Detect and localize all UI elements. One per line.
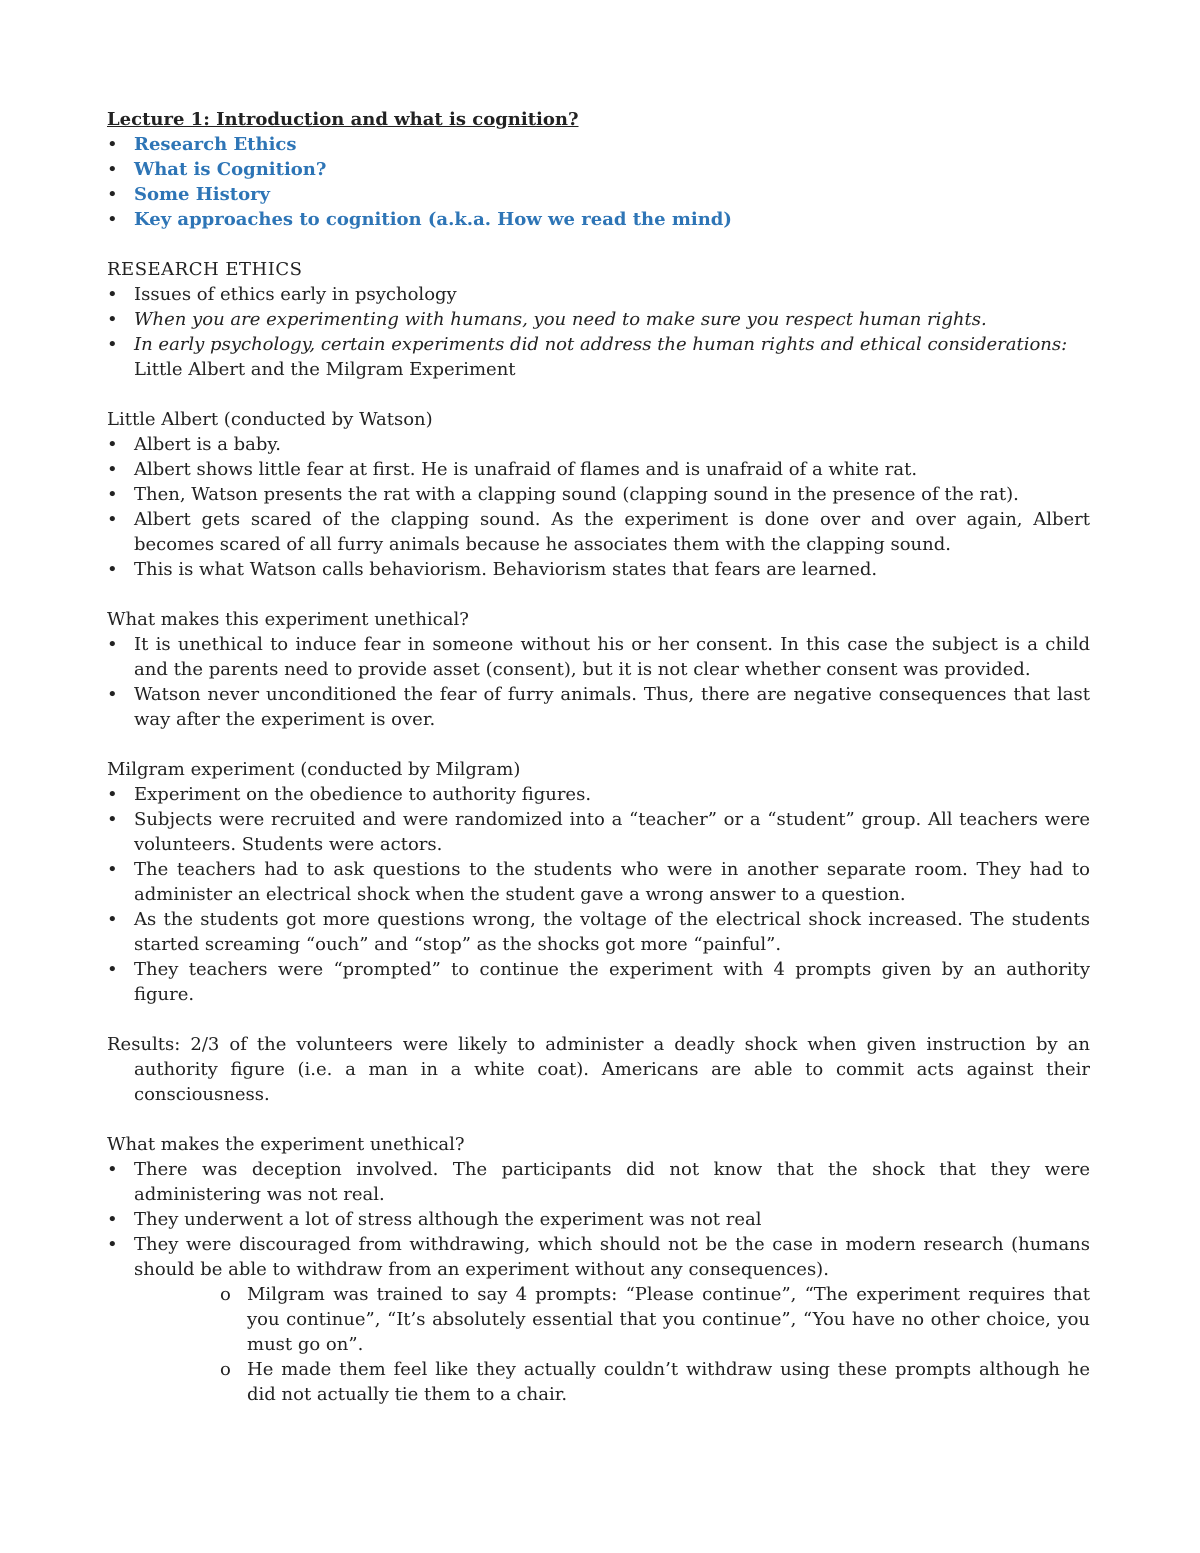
bullet-glyph: •: [107, 1159, 118, 1180]
subheading-milgram-unethical: What makes the experiment unethical?: [107, 1134, 465, 1155]
little-albert-list: [107, 432, 1090, 582]
lecture-title: Lecture 1: Introduction and what is cognition?: [107, 109, 579, 130]
bullet-glyph: •: [107, 784, 118, 805]
document-body: [107, 107, 1090, 1407]
bullet-glyph: •: [107, 509, 118, 530]
milgram-prompts-sublist: [107, 1282, 1090, 1407]
bullet-glyph: •: [107, 334, 118, 355]
list-item: • This is what Watson calls behaviorism. Behaviorism states that fears are learned.: [107, 559, 878, 580]
sub-list-item: o Milgram was trained to say 4 prompts: “Please continue”, “The experiment requires that you continue”, “It’s absolutely essential that you continue”, “You have no other choice, you must go on”.: [220, 1284, 1090, 1355]
subheading-milgram: Milgram experiment (conducted by Milgram): [107, 759, 521, 780]
results-paragraph: Results: 2/3 of the volunteers were likely to administer a deadly shock when given instruction by an authority figure (i.e. a man in a white coat). Americans are able to commit acts against their consciousness.: [107, 1034, 1090, 1105]
list-item: • Subjects were recruited and were randomized into a “teacher” or a “student” group. All teachers were volunteers. Students were actors.: [107, 809, 1090, 855]
bullet-glyph: •: [107, 209, 118, 230]
bullet-glyph: •: [107, 184, 118, 205]
list-item: • Watson never unconditioned the fear of furry animals. Thus, there are negative consequences that last way after the experiment is over.: [107, 684, 1090, 730]
research-ethics-list: [107, 282, 1090, 382]
sub-list-item: o He made them feel like they actually couldn’t withdraw using these prompts although he did not actually tie them to a chair.: [220, 1359, 1090, 1405]
bullet-glyph: •: [107, 284, 118, 305]
list-item: • Albert shows little fear at first. He is unafraid of flames and is unafraid of a white rat.: [107, 459, 918, 480]
subheading-albert-unethical: What makes this experiment unethical?: [107, 609, 469, 630]
bullet-glyph: •: [107, 459, 118, 480]
bullet-glyph: •: [107, 859, 118, 880]
subheading-little-albert: Little Albert (conducted by Watson): [107, 409, 433, 430]
bullet-glyph: •: [107, 434, 118, 455]
bullet-glyph: •: [107, 134, 118, 155]
outline-item: • Key approaches to cognition (a.k.a. How we read the mind): [107, 209, 732, 230]
bullet-glyph: •: [107, 909, 118, 930]
bullet-glyph: •: [107, 959, 118, 980]
bullet-glyph: •: [107, 634, 118, 655]
bullet-glyph: •: [107, 1209, 118, 1230]
bullet-glyph: •: [107, 1234, 118, 1255]
albert-unethical-list: [107, 632, 1090, 732]
bullet-glyph: •: [107, 484, 118, 505]
outline-item: • Some History: [107, 184, 271, 205]
outline-item: • What is Cognition?: [107, 159, 327, 180]
bullet-glyph: •: [107, 559, 118, 580]
list-item: • They underwent a lot of stress although the experiment was not real: [107, 1209, 762, 1230]
list-item: • In early psychology, certain experiments did not address the human rights and ethical considerations: Little Albert and the Milgram Experiment: [107, 334, 1068, 380]
milgram-list: [107, 782, 1090, 1007]
lecture-outline: [107, 132, 1090, 232]
bullet-glyph: •: [107, 309, 118, 330]
list-item: • Albert gets scared of the clapping sound. As the experiment is done over and over again, Albert becomes scared of all furry animals because he associates them with the clapping sound.: [107, 509, 1090, 555]
list-item: • They teachers were “prompted” to continue the experiment with 4 prompts given by an authority figure.: [107, 959, 1090, 1005]
sub-bullet-glyph: o: [220, 1359, 231, 1380]
bullet-glyph: •: [107, 159, 118, 180]
list-item: • It is unethical to induce fear in someone without his or her consent. In this case the subject is a child and the parents need to provide asset (consent), but it is not clear whether consent was provided.: [107, 634, 1090, 680]
section-heading-research-ethics: RESEARCH ETHICS: [107, 259, 303, 280]
list-item: • As the students got more questions wrong, the voltage of the electrical shock increased. The students started screaming “ouch” and “stop” as the shocks got more “painful”.: [107, 909, 1090, 955]
bullet-glyph: •: [107, 809, 118, 830]
list-item: • There was deception involved. The participants did not know that the shock that they were administering was not real.: [107, 1159, 1090, 1205]
sub-bullet-glyph: o: [220, 1284, 231, 1305]
list-item: • Issues of ethics early in psychology: [107, 284, 457, 305]
list-item: • They were discouraged from withdrawing, which should not be the case in modern research (humans should be able to withdraw from an experiment without any consequences).: [107, 1234, 1090, 1280]
list-item: • Albert is a baby.: [107, 434, 281, 455]
outline-item: • Research Ethics: [107, 134, 297, 155]
list-item: • The teachers had to ask questions to the students who were in another separate room. They had to administer an electrical shock when the student gave a wrong answer to a question.: [107, 859, 1090, 905]
milgram-unethical-list: [107, 1157, 1090, 1282]
list-item: • When you are experimenting with humans, you need to make sure you respect human rights.: [107, 309, 987, 330]
list-item: • Experiment on the obedience to authority figures.: [107, 784, 592, 805]
list-item: • Then, Watson presents the rat with a clapping sound (clapping sound in the presence of the rat).: [107, 484, 1019, 505]
bullet-glyph: •: [107, 684, 118, 705]
